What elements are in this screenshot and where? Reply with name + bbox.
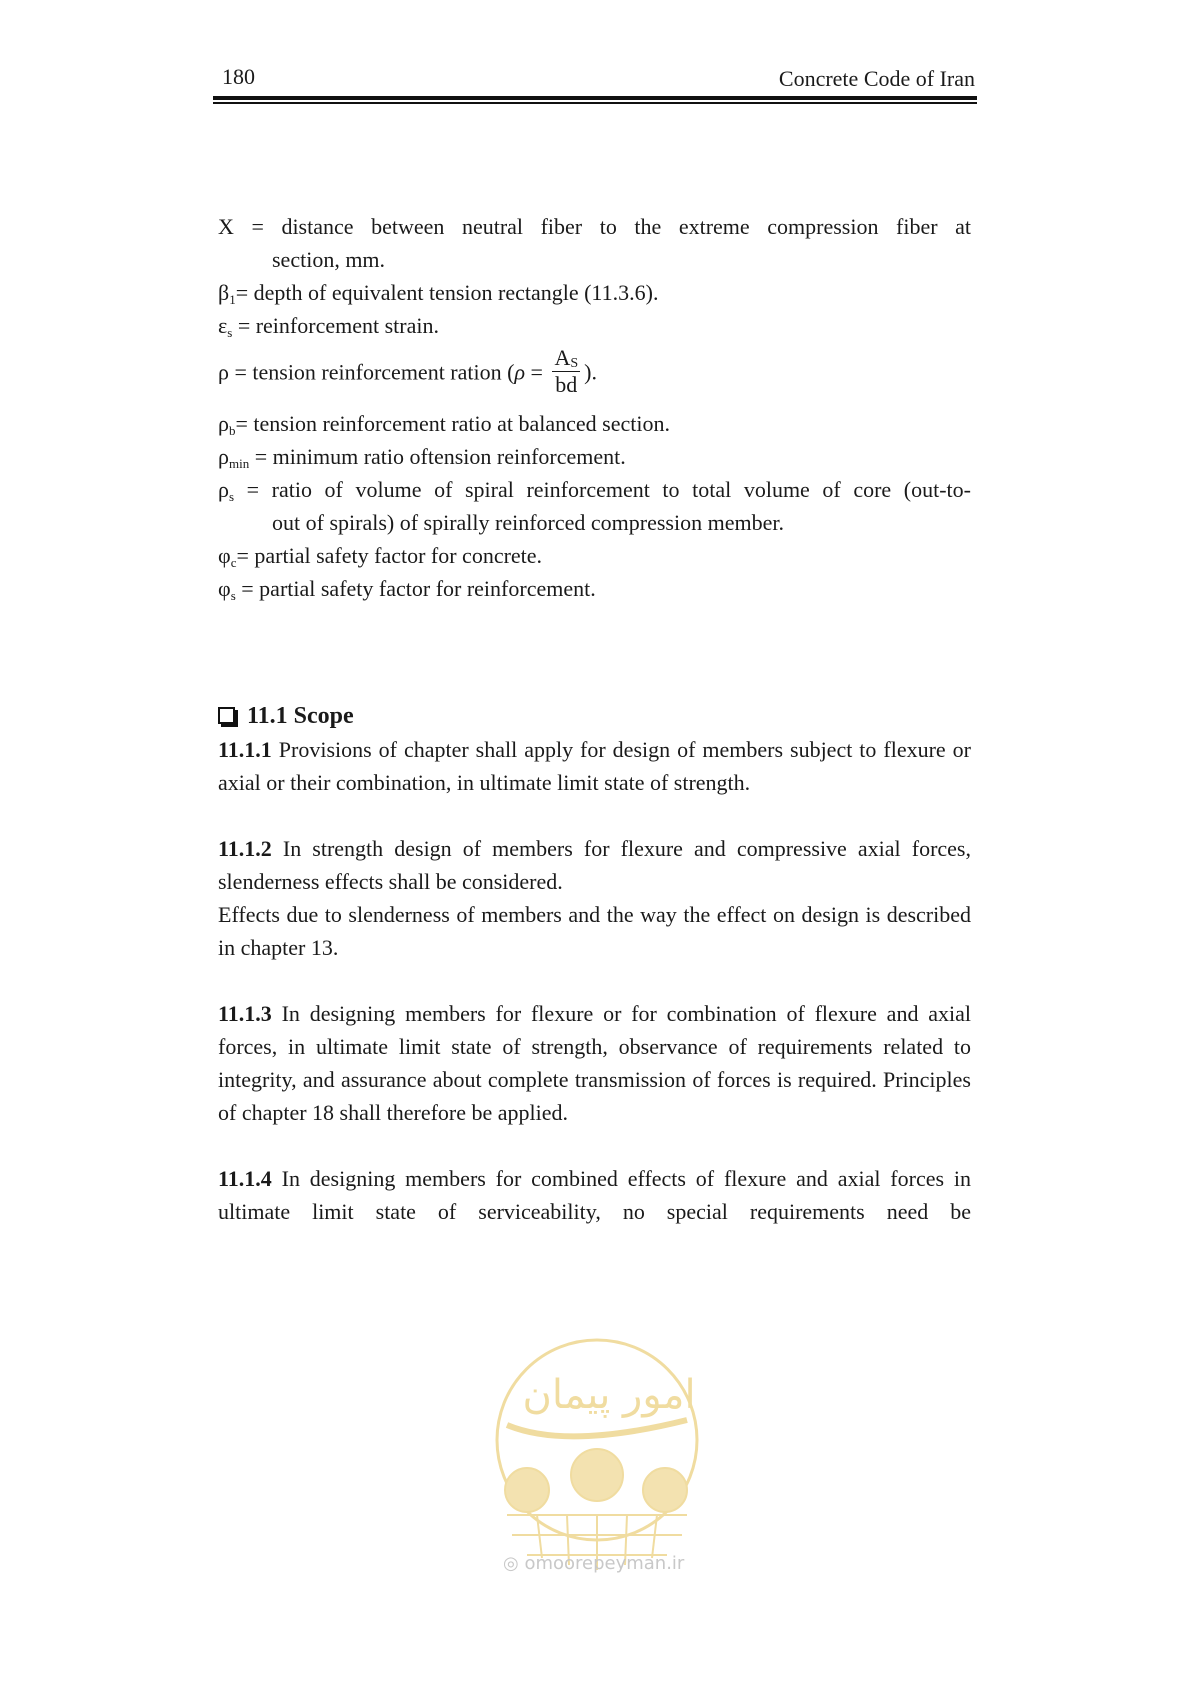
definition-x <box>218 210 971 276</box>
paragraph-text: In designing members for combined effects of flexure and axial forces in ultimate limit state of serviceability, no special requirements need be <box>218 1166 971 1224</box>
definition-beta1 <box>218 276 971 309</box>
definition-phi-c <box>218 539 971 572</box>
subscript: c <box>230 555 237 570</box>
section-heading <box>218 700 971 733</box>
definition-rho <box>218 345 971 401</box>
closing-paren: ). <box>584 359 597 385</box>
paragraph-11-1-1 <box>218 733 971 799</box>
definition-text: = distance between neutral fiber to the extreme compression fiber at <box>251 214 971 239</box>
section-scope <box>218 700 971 1228</box>
definition-rho-s <box>218 473 971 539</box>
definition-text: = depth of equivalent tension rectangle (11.3.6). <box>235 280 659 305</box>
fraction-numerator <box>552 345 580 372</box>
paragraph-11-1-4 <box>218 1162 971 1228</box>
watermark-script: امور پیمان <box>522 1372 696 1418</box>
numerator-subscript: S <box>570 356 579 371</box>
fraction <box>552 345 580 398</box>
equals-sign: = <box>525 359 543 385</box>
watermark-url-text: omoorepeyman.ir <box>524 1553 685 1574</box>
symbol: ε <box>218 313 228 338</box>
subscript: b <box>228 423 236 438</box>
definitions-list <box>218 210 971 605</box>
definition-epsilon-s <box>218 309 971 342</box>
symbol: φ <box>218 576 231 601</box>
definition-text: = partial safety factor for concrete. <box>236 543 543 568</box>
subscript: 1 <box>229 292 236 307</box>
definition-text: = minimum ratio oftension reinforcement. <box>249 444 626 469</box>
paragraph-11-1-2 <box>218 832 971 898</box>
header-rule-thin <box>213 102 977 104</box>
symbol: ρ <box>514 359 526 385</box>
symbol: φ <box>218 543 231 568</box>
symbol: β <box>218 280 230 305</box>
symbol: ρ <box>218 411 229 436</box>
paragraph-text: Provisions of chapter shall apply for design of members subject to flexure or axial or their combination, in ultimate limit state of strength. <box>218 737 971 795</box>
definition-text: = partial safety factor for reinforcement. <box>235 576 596 601</box>
clause-number: 11.1.3 <box>218 1001 272 1026</box>
subscript: s <box>230 588 236 603</box>
definition-continuation: out of spirals) of spirally reinforced compression member. <box>272 510 784 535</box>
header-rule-thick <box>213 96 977 100</box>
paragraph-text: In designing members for flexure or for combination of flexure and axial forces, in ultimate limit state of strength, observance of requirements related to integrity, and assurance about complete transmission of forces is required. Principles of chapter 18 shall therefore be applied. <box>218 1001 971 1125</box>
numerator-symbol: A <box>554 345 571 370</box>
fraction-denominator: bd <box>555 372 578 397</box>
running-title: Concrete Code of Iran <box>778 66 975 91</box>
definition-phi-s <box>218 572 971 605</box>
symbol: ρ <box>218 477 229 502</box>
symbol: X <box>218 214 234 239</box>
definition-text: ρ = tension reinforcement ration ( <box>218 359 515 385</box>
paragraph-11-1-2-continued: Effects due to slenderness of members and the way the effect on design is described in chapter 13. <box>218 902 971 960</box>
paragraph-text: In strength design of members for flexure and compressive axial forces, slenderness effects shall be considered. <box>218 836 971 894</box>
definition-text: = tension reinforcement ratio at balanced section. <box>235 411 670 436</box>
paragraph-11-1-3 <box>218 997 971 1129</box>
subscript: min <box>228 456 250 471</box>
definition-rho-b <box>218 407 971 440</box>
section-heading-text: 11.1 Scope <box>247 703 354 729</box>
subscript: s <box>227 325 233 340</box>
definition-text: = reinforcement strain. <box>232 313 439 338</box>
clause-number: 11.1.1 <box>218 737 272 762</box>
symbol: ρ <box>218 444 229 469</box>
definition-text: = ratio of volume of spiral reinforcement to total volume of core (out-to- <box>234 477 971 502</box>
clause-number: 11.1.2 <box>218 836 272 861</box>
checkbox-icon <box>218 707 235 724</box>
page-number: 180 <box>222 64 255 89</box>
definition-rho-min <box>218 440 971 473</box>
subscript: s <box>228 489 235 504</box>
clause-number: 11.1.4 <box>218 1166 272 1191</box>
watermark-url: ◎ omoorepeyman.ir <box>503 1553 685 1574</box>
definition-continuation: section, mm. <box>272 247 386 272</box>
